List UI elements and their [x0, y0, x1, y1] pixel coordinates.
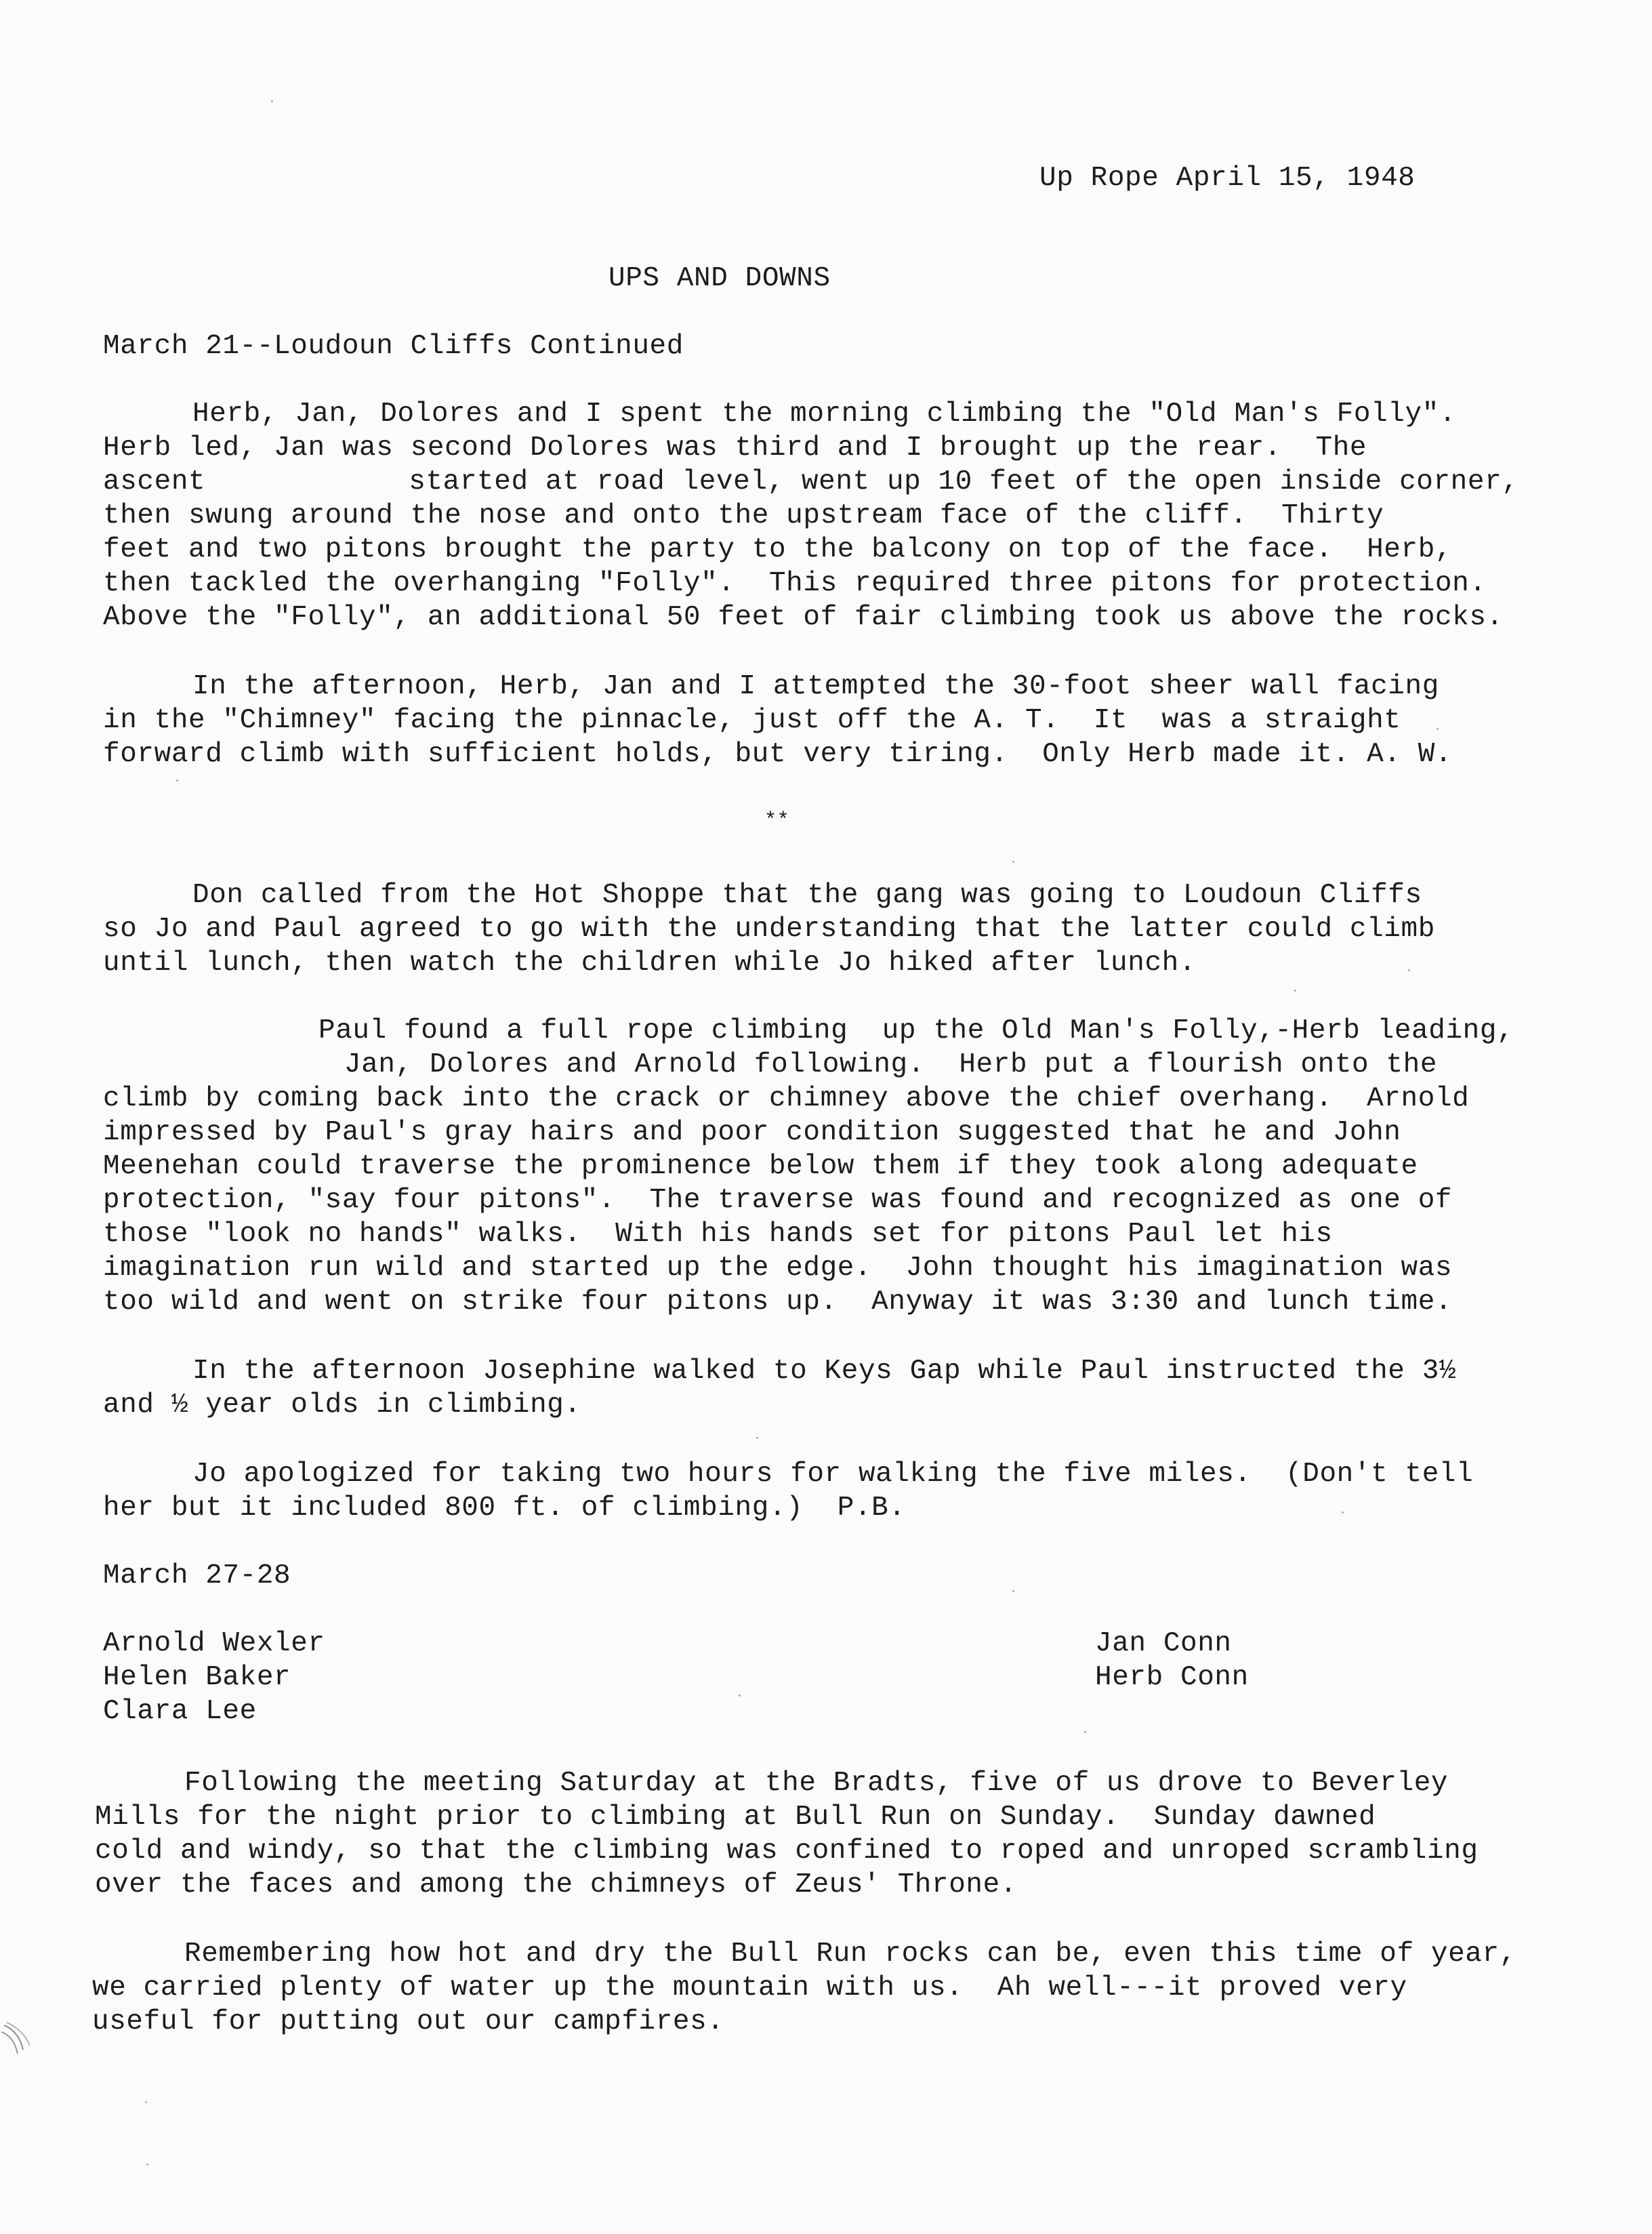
scan-speck — [1408, 969, 1410, 971]
publication-date-line: Up Rope April 15, 1948 — [1039, 163, 1416, 194]
page-title: UPS AND DOWNS — [608, 263, 831, 294]
text-line: then swung around the nose and onto the upstream face of the cliff. Thirty — [103, 500, 1384, 531]
text-line: protection, "say four pitons". The traverse was found and recognized as one of — [103, 1185, 1453, 1216]
text-fragment: ascent — [103, 466, 206, 497]
scan-speck — [145, 2101, 147, 2103]
text-line: Paul found a full rope climbing up the Old Man's Folly,-Herb leading, — [318, 1015, 1514, 1047]
text-line: cold and windy, so that the climbing was confined to roped and unroped scrambling — [95, 1835, 1479, 1867]
scan-smudge-mark — [0, 2020, 34, 2060]
text-line: then tackled the overhanging "Folly". This required three pitons for protection. — [103, 568, 1487, 599]
section-heading-march-27-28: March 27-28 — [103, 1560, 291, 1591]
paragraph-full-rope — [103, 1014, 1514, 1319]
text-line: useful for putting out our campfires. — [92, 2006, 724, 2037]
scan-speck — [1012, 1590, 1014, 1592]
paragraph-hot-shoppe-call — [103, 878, 1435, 980]
participant-name: Herb Conn — [1095, 1662, 1249, 1693]
text-line: too wild and went on strike four pitons up. Anyway it was 3:30 and lunch time. — [103, 1286, 1453, 1318]
participant-name: Jan Conn — [1095, 1628, 1232, 1659]
participants-left-column — [103, 1627, 325, 1728]
paragraph-apology — [103, 1457, 1474, 1525]
text-line: Following the meeting Saturday at the Bradts, five of us drove to Beverley — [184, 1768, 1449, 1799]
scan-speck — [1437, 728, 1439, 730]
scan-speck — [1084, 1731, 1086, 1733]
text-line: we carried plenty of water up the mountain with us. Ah well---it proved very — [92, 1972, 1407, 2004]
text-line: Jo apologized for taking two hours for walking the five miles. (Don't tell — [192, 1459, 1474, 1490]
text-line: in the "Chimney" facing the pinnacle, just off the A. T. It was a straight — [103, 705, 1401, 736]
section-heading-march-21: March 21--Loudoun Cliffs Continued — [103, 331, 684, 362]
paragraph-bull-run-trip — [89, 1766, 1479, 1902]
text-line: imagination run wild and started up the edge. John thought his imagination was — [103, 1253, 1453, 1284]
participant-name: Helen Baker — [103, 1662, 291, 1693]
scan-speck — [739, 1694, 741, 1697]
scan-speck — [146, 2164, 148, 2166]
text-line: feet and two pitons brought the party to the balcony on top of the face. Herb, — [103, 534, 1453, 565]
scan-speck — [1342, 1511, 1344, 1514]
scan-speck — [756, 1437, 758, 1439]
text-line — [103, 465, 1519, 499]
participant-name: Clara Lee — [103, 1696, 257, 1727]
section-separator: ** — [764, 809, 790, 832]
text-line: over the faces and among the chimneys of Zeus' Throne. — [95, 1869, 1018, 1901]
text-line: In the afternoon Josephine walked to Keys Gap while Paul instructed the 3½ — [192, 1356, 1457, 1387]
text-line: Herb led, Jan was second Dolores was third and I brought up the rear. The — [103, 432, 1367, 464]
participant-name: Arnold Wexler — [103, 1628, 325, 1659]
text-line: and ½ year olds in climbing. — [103, 1389, 581, 1421]
text-line: In the afternoon, Herb, Jan and I attempted the 30-foot sheer wall facing — [192, 671, 1439, 702]
text-line: those "look no hands" walks. With his hands set for pitons Paul let his — [103, 1219, 1333, 1250]
text-line: Meenehan could traverse the prominence below them if they took along adequate — [103, 1151, 1418, 1182]
text-line: climb by coming back into the crack or chimney above the chief overhang. Arnold — [103, 1083, 1470, 1114]
text-line: until lunch, then watch the children while Jo hiked after lunch. — [103, 948, 1197, 979]
text-line: so Jo and Paul agreed to go with the understanding that the latter could climb — [103, 914, 1435, 945]
scan-speck — [271, 100, 273, 102]
scan-speck — [1294, 990, 1296, 992]
paragraph-water-campfires — [89, 1937, 1516, 2039]
text-line: Herb, Jan, Dolores and I spent the morning climbing the "Old Man's Folly". — [192, 399, 1457, 430]
text-fragment: started at road level, went up 10 feet of the open inside corner, — [409, 466, 1519, 497]
paragraph-keys-gap — [103, 1354, 1457, 1422]
text-line: Mills for the night prior to climbing at Bull Run on Sunday. Sunday dawned — [95, 1802, 1376, 1833]
paragraph-chimney-wall — [103, 670, 1452, 771]
text-line: Jan, Dolores and Arnold following. Herb put a flourish onto the — [344, 1049, 1438, 1080]
text-line: Remembering how hot and dry the Bull Run rocks can be, even this time of year, — [184, 1938, 1516, 1970]
text-line: Above the "Folly", an additional 50 feet of fair climbing took us above the rocks. — [103, 602, 1504, 633]
scan-speck — [1012, 861, 1014, 863]
text-line: Don called from the Hot Shoppe that the gang was going to Loudoun Cliffs — [192, 880, 1422, 911]
scan-speck — [176, 779, 178, 781]
text-line: forward climb with sufficient holds, but very tiring. Only Herb made it. A. W. — [103, 739, 1453, 770]
participants-right-column — [1095, 1627, 1249, 1694]
text-line: impressed by Paul's gray hairs and poor condition suggested that he and John — [103, 1117, 1401, 1148]
text-line: her but it included 800 ft. of climbing.) P.B. — [103, 1492, 906, 1524]
paragraph-old-mans-folly — [103, 397, 1519, 634]
